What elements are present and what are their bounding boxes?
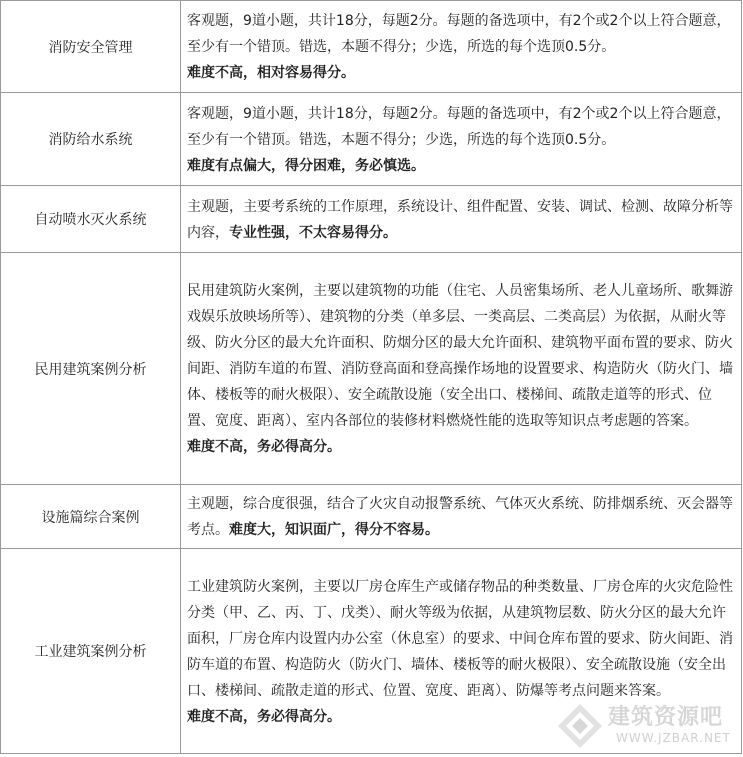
description-cell <box>181 93 742 186</box>
description-text: 主观题，主要考系统的工作原理，系统设计、组件配置、安装、调试、检测、故障分析等内容， <box>187 198 733 241</box>
description-text: 客观题，9道小题，共计18分，每题2分。每题的备选项中，有2个或2个以上符合题意，至少有一个错顶。错选，本题不得分；少选，所选的每个选顶0.5分。 <box>187 13 731 55</box>
description-text: 主观题，综合度很强，结合了火灾自动报警系统、气体灭火系统、防排烟系统、灭会器等考点。 <box>187 496 733 538</box>
topic-cell: 消防给水系统 <box>1 93 181 186</box>
table-row <box>1 253 742 485</box>
difficulty-note: 难度不高，相对容易得分。 <box>187 65 355 81</box>
description-text: 客观题，9道小题，共计18分，每题2分。每题的备选项中，有2个或2个以上符合题意，至少有一个错顶。错选，本题不得分；少选，所选的每个选顶0.5分。 <box>187 105 731 148</box>
description-cell <box>181 1 742 93</box>
difficulty-note: 难度大，知识面广，得分不容易。 <box>229 522 439 538</box>
difficulty-note: 难度有点偏大，得分困难，务必慎选。 <box>187 157 425 174</box>
watermark-name: 建筑资源吧 <box>608 705 724 730</box>
difficulty-note: 专业性强，不太容易得分。 <box>229 224 397 241</box>
description-cell <box>181 549 742 754</box>
topic-cell: 民用建筑案例分析 <box>1 253 181 485</box>
description-text: 民用建筑防火案例，主要以建筑物的功能（住宅、人员密集场所、老人儿童场所、歌舞游戏娱乐放映场所等）、建筑物的分类（单多层、一类高层、二类高层）为依据，从耐火等级、防火分区的最大允许面积、防烟分区的最大允许面积、建筑物平面布置的要求、防火间距、消防车道的布置、消防登高面和登高操作场地的设置要求、构造防火（防火门、墙体、楼板等的耐火极限）、安全疏散设施（安全出口、楼梯间、疏散走道等的形式、位置、宽度、距离）、室内各部位的装修材料燃烧性能的选取等知识点考虑题的答案。 <box>187 283 733 429</box>
description-cell <box>181 253 742 485</box>
topic-cell: 工业建筑案例分析 <box>1 549 181 754</box>
topic-cell: 自动喷水灭火系统 <box>1 186 181 253</box>
topic-cell: 消防安全管理 <box>1 1 181 93</box>
topic-cell: 设施篇综合案例 <box>1 485 181 549</box>
description-cell <box>181 186 742 253</box>
table-row <box>1 186 742 253</box>
table-row <box>1 485 742 549</box>
difficulty-note: 难度不高，务必得高分。 <box>187 708 341 725</box>
table-row <box>1 549 742 754</box>
description-cell <box>181 485 742 549</box>
description-text: 工业建筑防火案例，主要以厂房仓库生产或储存物品的种类数量、厂房仓库的火灾危险性分类（甲、乙、丙、丁、戊类）、耐火等级为依据，从建筑物层数、防火分区的最大允许面积，厂房仓库内设置内办公室（休息室）的要求、中间仓库布置的要求、防火间距、消防车道的布置、构造防火（防火门、墙体、楼板等的耐火极限）、安全疏散设施（安全出口、楼梯间、疏散走道的形式、位置、宽度、距离）、防爆等考点问题来答案。 <box>187 578 733 699</box>
table-row <box>1 93 742 186</box>
table-row <box>1 1 742 93</box>
watermark-url: WWW.JZBAR.NET <box>616 731 731 745</box>
difficulty-note: 难度不高，务必得高分。 <box>187 439 341 455</box>
